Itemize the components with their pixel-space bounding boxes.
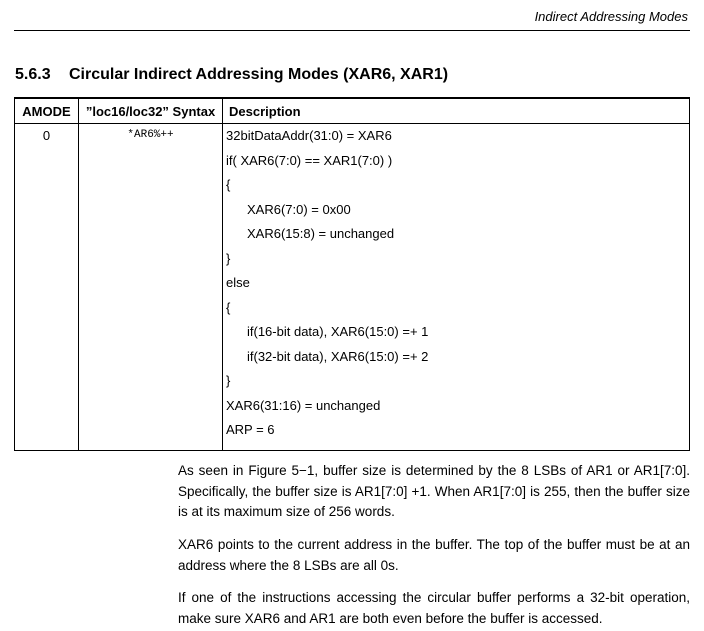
description-line: 32bitDataAddr(31:0) = XAR6 (226, 128, 392, 143)
section-number: 5.6.3 (15, 66, 51, 83)
column-header-description: Description (223, 98, 690, 124)
description-line: XAR6(31:16) = unchanged (226, 397, 381, 413)
description-line: { (226, 299, 231, 315)
description-line: if(16-bit data), XAR6(15:0) =+ 1 (247, 324, 429, 339)
running-header: Indirect Addressing Modes (534, 9, 688, 24)
description-line: } (226, 373, 231, 388)
header-rule (14, 30, 690, 31)
description-line: } (226, 250, 231, 266)
addressing-mode-table (14, 97, 690, 451)
paragraph-xar6-pointer: XAR6 points to the current address in the buffer. The top of the buffer must be at an address where the 8 LSBs are all 0s. (178, 537, 690, 573)
amode-cell: 0 (15, 124, 79, 451)
table-header-row (15, 98, 690, 124)
description-line: ARP = 6 (226, 422, 275, 437)
description-line: XAR6(7:0) = 0x00 (247, 201, 351, 217)
paragraph-buffer-size: As seen in Figure 5−1, buffer size is determined by the 8 LSBs of AR1 or AR1[7:0]. Specifically, the buffer size is AR1[7:0] +1. When AR1[7:0] is 255, then the buffer size is at its maximum size of 256 words. (178, 463, 690, 519)
description-lines (223, 124, 689, 450)
column-header-syntax: ”loc16/loc32” Syntax (79, 98, 223, 124)
column-header-amode: AMODE (15, 98, 79, 124)
paragraph-32bit-operation: If one of the instructions accessing the circular buffer performs a 32-bit operation, make sure XAR6 and AR1 are both even before the buffer is accessed. (178, 590, 690, 626)
section-title (15, 66, 448, 84)
description-line: if( XAR6(7:0) == XAR1(7:0) ) (226, 152, 393, 168)
section-title-text: Circular Indirect Addressing Modes (XAR6, XAR1) (69, 66, 449, 83)
syntax-cell: *AR6%++ (79, 124, 223, 451)
description-line: XAR6(15:8) = unchanged (247, 226, 395, 241)
description-line: if(32-bit data), XAR6(15:0) =+ 2 (247, 348, 429, 364)
description-line: else (226, 275, 250, 290)
description-line: { (226, 177, 231, 192)
table-row (15, 124, 690, 451)
description-cell (223, 124, 690, 451)
